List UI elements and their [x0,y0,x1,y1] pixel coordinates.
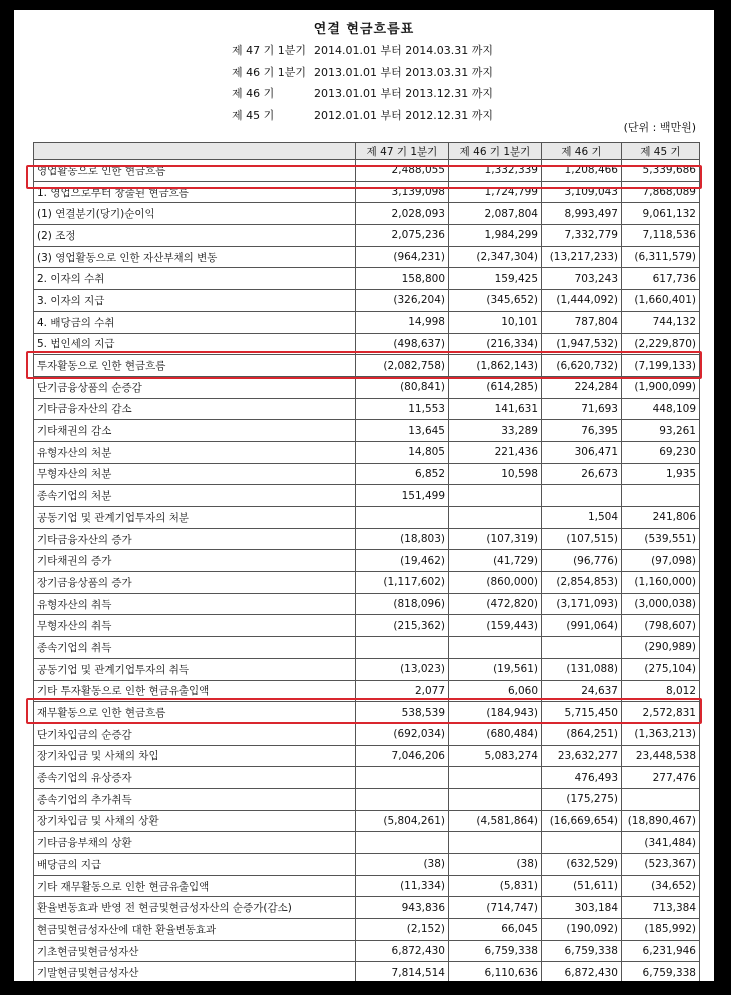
row-value: (18,803) [356,528,449,550]
row-label: 4. 배당금의 수취 [34,311,356,333]
row-label: 무형자산의 취득 [34,615,356,637]
row-value: 787,804 [542,311,622,333]
row-value: (680,484) [449,723,542,745]
row-value: 2,077 [356,680,449,702]
row-value: (632,529) [542,854,622,876]
cash-flow-table [33,142,700,981]
table-row [34,463,700,485]
row-value: 241,806 [622,507,700,529]
row-value [356,767,449,789]
table-row [34,572,700,594]
row-value [449,767,542,789]
row-value [356,507,449,529]
row-label: 유형자산의 처분 [34,441,356,463]
row-value: 71,693 [542,398,622,420]
row-label: 환율변동효과 반영 전 현금및현금성자산의 순증가(감소) [34,897,356,919]
row-value: (159,443) [449,615,542,637]
row-value: 448,109 [622,398,700,420]
row-value: (1,160,000) [622,572,700,594]
row-label: 단기차입금의 순증감 [34,723,356,745]
row-label: 5. 법인세의 지급 [34,333,356,355]
row-label: 기초현금및현금성자산 [34,940,356,962]
document-title: 연결 현금흐름표 [313,22,415,37]
row-value: (13,217,233) [542,246,622,268]
row-value: (326,204) [356,290,449,312]
row-value: (19,561) [449,658,542,680]
row-value: (523,367) [622,854,700,876]
row-value: 3,139,098 [356,181,449,203]
row-value: 7,868,089 [622,181,700,203]
table-row [34,897,700,919]
row-value: 26,673 [542,463,622,485]
row-value: 14,998 [356,311,449,333]
row-value: 1,332,339 [449,160,542,182]
row-value: (3,000,038) [622,593,700,615]
row-value: 224,284 [542,376,622,398]
row-value: (472,820) [449,593,542,615]
row-value: (2,229,870) [622,333,700,355]
row-value: (964,231) [356,246,449,268]
row-value: (3,171,093) [542,593,622,615]
table-row [34,398,700,420]
row-value: 24,637 [542,680,622,702]
row-value: (107,319) [449,528,542,550]
row-value: 5,339,686 [622,160,700,182]
row-label: 현금및현금성자산에 대한 환율변동효과 [34,919,356,941]
row-value: (1,444,092) [542,290,622,312]
row-label: 기타 투자활동으로 인한 현금유출입액 [34,680,356,702]
row-value: 703,243 [542,268,622,290]
column-header: 제 47 기 1분기 [356,143,449,160]
table-row [34,290,700,312]
row-value [356,637,449,659]
row-value: 1,208,466 [542,160,622,182]
row-value: (4,581,864) [449,810,542,832]
row-value [449,832,542,854]
row-value [449,788,542,810]
row-value: (818,096) [356,593,449,615]
row-label: 기말현금및현금성자산 [34,962,356,981]
table-body [34,160,700,982]
row-value: (80,841) [356,376,449,398]
row-value: 10,598 [449,463,542,485]
row-value: 7,118,536 [622,225,700,247]
table-row [34,962,700,981]
row-value: 76,395 [542,420,622,442]
row-label: 종속기업의 추가취득 [34,788,356,810]
table-row [34,810,700,832]
row-label: (3) 영업활동으로 인한 자산부채의 변동 [34,246,356,268]
row-value: 617,736 [622,268,700,290]
row-value: 2,028,093 [356,203,449,225]
period-row [232,83,493,105]
row-label: 단기금융상품의 순증감 [34,376,356,398]
table-row [34,311,700,333]
row-value: (16,669,654) [542,810,622,832]
row-value: (11,334) [356,875,449,897]
row-value: 141,631 [449,398,542,420]
row-value: (13,023) [356,658,449,680]
row-value: 6,872,430 [356,940,449,962]
row-value: 33,289 [449,420,542,442]
row-value: 744,132 [622,311,700,333]
row-label: 1. 영업으로부터 창출된 현금흐름 [34,181,356,203]
row-value: (345,652) [449,290,542,312]
column-header: 제 46 기 1분기 [449,143,542,160]
row-value: 221,436 [449,441,542,463]
table-row [34,160,700,182]
row-value: (51,611) [542,875,622,897]
row-value: 2,087,804 [449,203,542,225]
row-value: 713,384 [622,897,700,919]
row-value: 6,852 [356,463,449,485]
table-row [34,723,700,745]
row-value: 7,814,514 [356,962,449,981]
row-value: 8,993,497 [542,203,622,225]
row-value: (2,152) [356,919,449,941]
row-label: 종속기업의 유상증자 [34,767,356,789]
row-label: 배당금의 지급 [34,854,356,876]
row-value: (216,334) [449,333,542,355]
row-value: 476,493 [542,767,622,789]
table-row [34,940,700,962]
table-row [34,745,700,767]
row-label: (1) 연결분기(당기)순이익 [34,203,356,225]
row-value: 5,083,274 [449,745,542,767]
row-label: 장기차입금 및 사채의 상환 [34,810,356,832]
row-value: (41,729) [449,550,542,572]
row-value: (2,854,853) [542,572,622,594]
table-row [34,832,700,854]
row-value: 6,110,636 [449,962,542,981]
row-value: (692,034) [356,723,449,745]
row-value: 158,800 [356,268,449,290]
table-row [34,593,700,615]
unit-note: (단위 : 백만원) [623,121,696,134]
row-value: (1,862,143) [449,355,542,377]
row-value [449,637,542,659]
row-value: (1,660,401) [622,290,700,312]
row-value: (185,992) [622,919,700,941]
row-label: 기타 재무활동으로 인한 현금유출입액 [34,875,356,897]
column-header [34,143,356,160]
row-label: 기타금융자산의 감소 [34,398,356,420]
row-value: 6,759,338 [542,940,622,962]
row-value: (96,776) [542,550,622,572]
row-value: (5,831) [449,875,542,897]
row-value: (5,804,261) [356,810,449,832]
table-row [34,225,700,247]
row-label: 종속기업의 처분 [34,485,356,507]
table-row [34,528,700,550]
row-label: 무형자산의 처분 [34,463,356,485]
row-value: (341,484) [622,832,700,854]
row-value: (215,362) [356,615,449,637]
row-value [622,485,700,507]
period-label: 제 46 기 1분기 [232,65,306,79]
column-header: 제 46 기 [542,143,622,160]
table-header-row [34,143,700,160]
row-value: 2,572,831 [622,702,700,724]
row-value: 3,109,043 [542,181,622,203]
row-value: 6,759,338 [622,962,700,981]
row-value: 13,645 [356,420,449,442]
row-value: (19,462) [356,550,449,572]
row-value: 943,836 [356,897,449,919]
row-label: 공동기업 및 관계기업투자의 취득 [34,658,356,680]
row-value: 6,872,430 [542,962,622,981]
row-value: 538,539 [356,702,449,724]
table-row [34,268,700,290]
table-row [34,355,700,377]
row-value: 7,332,779 [542,225,622,247]
row-value: (1,900,099) [622,376,700,398]
row-value [542,637,622,659]
row-value: 6,060 [449,680,542,702]
row-value: 6,231,946 [622,940,700,962]
row-label: 기타채권의 감소 [34,420,356,442]
row-value: 1,935 [622,463,700,485]
table-row [34,637,700,659]
row-label: 2. 이자의 수취 [34,268,356,290]
row-value [449,485,542,507]
row-value: (190,092) [542,919,622,941]
table-row [34,485,700,507]
row-value: 1,504 [542,507,622,529]
period-range: 2013.01.01 부터 2013.12.31 까지 [314,87,493,100]
table-row [34,246,700,268]
table-row [34,615,700,637]
table-row [34,203,700,225]
period-row [232,105,493,127]
row-value: 2,488,055 [356,160,449,182]
table-row [34,854,700,876]
row-value [449,507,542,529]
row-value [356,832,449,854]
document-page [14,10,714,981]
table-row [34,767,700,789]
row-value: 2,075,236 [356,225,449,247]
table-row [34,875,700,897]
row-value: 69,230 [622,441,700,463]
period-row [232,40,493,62]
row-value: (6,620,732) [542,355,622,377]
table-row [34,376,700,398]
row-value: (97,098) [622,550,700,572]
row-value: (34,652) [622,875,700,897]
row-value: (107,515) [542,528,622,550]
row-value: (714,747) [449,897,542,919]
row-value: (275,104) [622,658,700,680]
row-label: 투자활동으로 인한 현금흐름 [34,355,356,377]
row-value [622,788,700,810]
row-value: (6,311,579) [622,246,700,268]
period-list [232,40,493,126]
row-value: 9,061,132 [622,203,700,225]
row-value: 11,553 [356,398,449,420]
row-value: 151,499 [356,485,449,507]
row-value: 23,632,277 [542,745,622,767]
row-value: 303,184 [542,897,622,919]
period-label: 제 45 기 [232,108,275,122]
period-label: 제 47 기 1분기 [232,44,306,57]
row-value: (798,607) [622,615,700,637]
row-value: (2,347,304) [449,246,542,268]
row-value: 1,984,299 [449,225,542,247]
row-label: 유형자산의 취득 [34,593,356,615]
row-value [542,832,622,854]
row-label: 장기금융상품의 증가 [34,572,356,594]
row-label: 기타금융자산의 증가 [34,528,356,550]
row-value: (2,082,758) [356,355,449,377]
table-row [34,702,700,724]
row-value: 6,759,338 [449,940,542,962]
row-value: (991,064) [542,615,622,637]
row-label: 종속기업의 취득 [34,637,356,659]
row-value: (1,117,602) [356,572,449,594]
row-value: (175,275) [542,788,622,810]
period-label: 제 46 기 [232,87,275,100]
row-value: (184,943) [449,702,542,724]
row-value: 23,448,538 [622,745,700,767]
row-value: (18,890,467) [622,810,700,832]
row-value: (864,251) [542,723,622,745]
row-value [542,485,622,507]
period-range: 2013.01.01 부터 2013.03.31 까지 [314,65,493,79]
row-value: 159,425 [449,268,542,290]
table-row [34,333,700,355]
row-value: (290,989) [622,637,700,659]
row-label: 3. 이자의 지급 [34,290,356,312]
row-label: (2) 조정 [34,225,356,247]
row-value: (539,551) [622,528,700,550]
row-value: (860,000) [449,572,542,594]
row-label: 영업활동으로 인한 현금흐름 [34,160,356,182]
row-value [356,788,449,810]
table-row [34,420,700,442]
period-range: 2012.01.01 부터 2012.12.31 까지 [314,108,493,122]
row-label: 공동기업 및 관계기업투자의 처분 [34,507,356,529]
column-header: 제 45 기 [622,143,700,160]
row-value: 10,101 [449,311,542,333]
row-value: 8,012 [622,680,700,702]
row-value: (131,088) [542,658,622,680]
row-value: (38) [356,854,449,876]
table-row [34,658,700,680]
table-row [34,181,700,203]
row-label: 장기차입금 및 사채의 차입 [34,745,356,767]
row-value: 93,261 [622,420,700,442]
row-value: (1,947,532) [542,333,622,355]
table-row [34,441,700,463]
table-row [34,507,700,529]
row-value: 277,476 [622,767,700,789]
table-row [34,919,700,941]
period-range: 2014.01.01 부터 2014.03.31 까지 [314,44,493,57]
row-value: (1,363,213) [622,723,700,745]
row-value: 7,046,206 [356,745,449,767]
table-row [34,788,700,810]
table-row [34,680,700,702]
row-value: (614,285) [449,376,542,398]
row-value: 5,715,450 [542,702,622,724]
row-label: 기타금융부채의 상환 [34,832,356,854]
row-label: 재무활동으로 인한 현금흐름 [34,702,356,724]
row-value: (38) [449,854,542,876]
table-row [34,550,700,572]
row-value: 306,471 [542,441,622,463]
row-value: 66,045 [449,919,542,941]
period-row [232,62,493,84]
row-label: 기타채권의 증가 [34,550,356,572]
row-value: (498,637) [356,333,449,355]
row-value: 14,805 [356,441,449,463]
row-value: (7,199,133) [622,355,700,377]
row-value: 1,724,799 [449,181,542,203]
